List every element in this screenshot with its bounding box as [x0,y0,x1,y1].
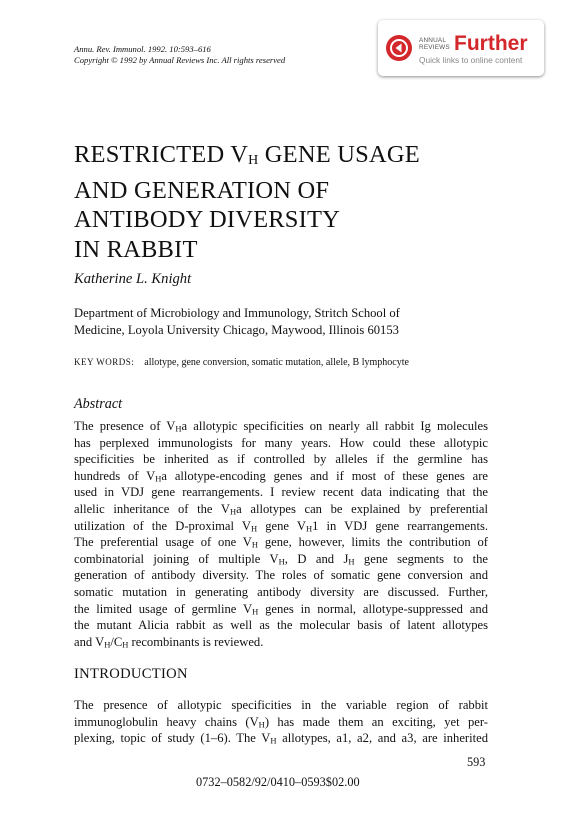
abstract-line: has perplexed immunologists for many years. How could these allotypic [74,435,488,450]
title-line: IN RABBIT [74,235,198,263]
intro-line: immunoglobulin heavy chains $(V_H)$ has made them an exciting, yet per- [74,714,488,730]
abstract-line: utilization of the D-proximal $V_H$ gene $V_H1$ in VDJ gene rearrangements. [74,518,488,534]
author-name: Katherine L. Knight [74,271,192,287]
author-affiliation [74,305,494,339]
abstract-line: The presence of $V_Ha$ allotypic specificities on nearly all rabbit Ig molecules [74,419,489,434]
intro-line: The presence of allotypic specificities in the variable region of rabbit [74,698,488,712]
title-line: RESTRICTED $V_H$ GENE USAGE [74,141,420,168]
page-number: 593 [467,755,486,769]
abstract-line: used in VDJ gene rearrangements. I review recent data indicating that the [74,485,488,500]
abstract-line: the limited usage of germline $V_H$ genes in normal, allotype-suppressed and [74,601,488,617]
affiliation-line: Department of Microbiology and Immunology, Stritch School of [74,306,400,320]
article-title [74,140,420,264]
title-line: ANTIBODY DIVERSITY [74,206,341,234]
abstract-line: generation of antibody diversity. The roles of somatic gene conversion and [74,568,488,583]
footer-code: 0732–0582/92/0410–0593$02.00 [196,775,360,789]
affiliation-line: Medicine, Loyola University Chicago, Maywood, Illinois 60153 [74,323,399,337]
play-back-icon [386,35,412,61]
key-words-text: allotype, gene conversion, somatic mutation, allele, B lymphocyte [144,357,409,368]
key-words [74,357,409,368]
abstract-line: allelic inheritance of the $V_Ha$ allotypes can be explained by preferential [74,501,488,517]
further-wordmark: Further [454,32,528,55]
introduction-heading: INTRODUCTION [74,666,188,682]
further-badge[interactable] [378,20,544,76]
intro-line: plexing, topic of study (1–6). The $V_H$ allotypes, a1, a2, and a3, are inherited [74,731,488,746]
copyright-line: Copyright © 1992 by Annual Reviews Inc. All rights reserved [74,55,286,65]
key-words-label: KEY WORDS: [74,357,135,367]
journal-citation: Annu. Rev. Immunol. 1992. 10:593–616 [74,44,211,54]
abstract-line: combinatorial joining of multiple $V_H$, D and $J_H$ gene segments to the [74,551,489,567]
abstract-line: specificities be inherited as if controlled by alleles if the germline has [74,452,488,467]
title-line: AND GENERATION OF [74,176,330,204]
abstract-line: the mutant Alicia rabbit as well as the molecular basis of latent allotypes [74,618,488,633]
abstract-heading: Abstract [74,396,123,412]
annual-reviews-wordmark: ANNUAL REVIEWS [419,37,450,51]
abstract-line: and $V_H/C_H$ recombinants is reviewed. [74,634,264,650]
further-tagline: Quick links to online content [419,55,523,65]
abstract-line: The preferential usage of one $V_H$ gene, however, limits the contribution of [74,535,488,550]
introduction-body [74,697,488,747]
journal-header [74,44,285,66]
abstract-line: hundreds of $V_Ha$ allotype-encoding genes and if most of these genes are [74,468,488,484]
abstract-line: somatic mutation in generating antibody diversity are discussed. Further, [74,584,488,599]
abstract-body [74,418,488,650]
